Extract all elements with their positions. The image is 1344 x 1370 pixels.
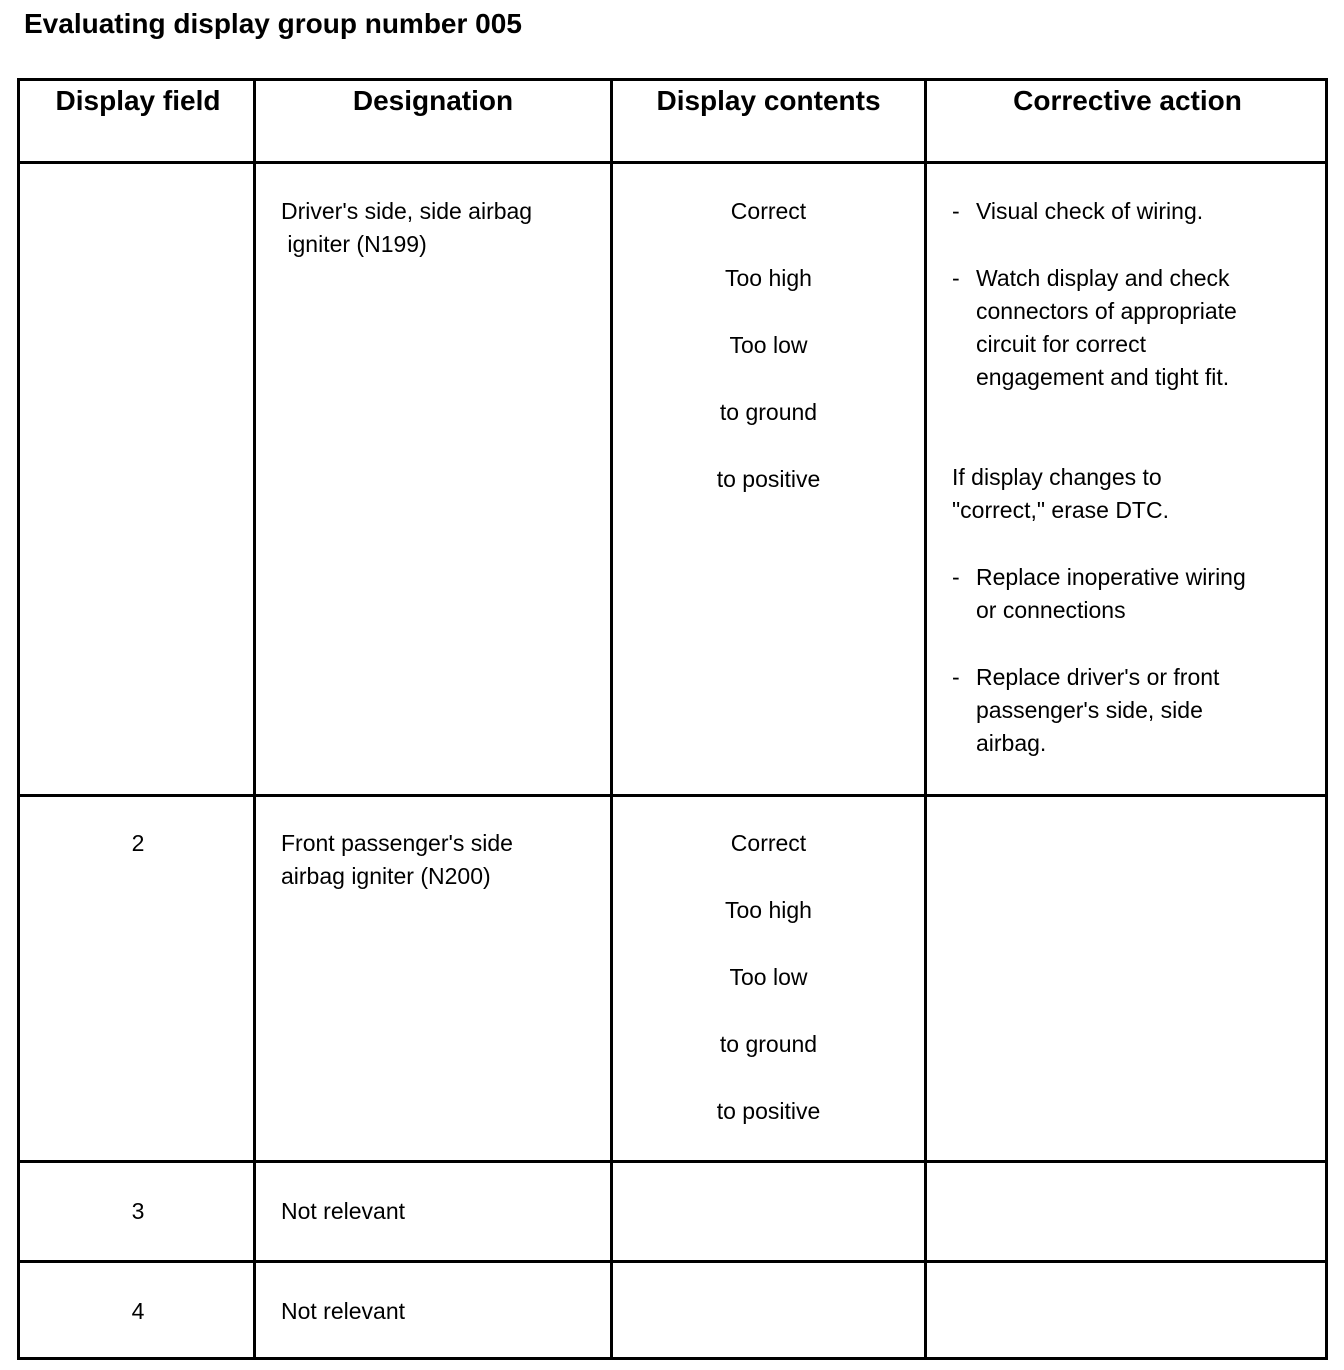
row3-field: 3 bbox=[131, 1198, 145, 1224]
column-divider bbox=[924, 81, 927, 1357]
header-designation: Designation bbox=[352, 85, 514, 116]
bullet-replace-airbag: - Replace driver's or front passenger's side, side airbag. bbox=[952, 664, 1220, 756]
header-corrective-action: Corrective action bbox=[1013, 85, 1242, 116]
row1-contents: Correct Too high Too low to ground to positive bbox=[716, 198, 821, 492]
row2-field: 2 bbox=[131, 830, 145, 856]
bullet-replace-wiring: - Replace inoperative wiring or connections bbox=[952, 564, 1246, 623]
note-erase-dtc: If display changes to "correct," erase DTC. bbox=[952, 464, 1169, 523]
row1-designation: Driver's side, side airbag igniter (N199) bbox=[281, 198, 533, 257]
row1-corrective-action bbox=[952, 195, 1322, 760]
evaluation-table bbox=[17, 78, 1328, 1360]
row4-field: 4 bbox=[131, 1298, 145, 1324]
header-display-contents: Display contents bbox=[656, 85, 881, 116]
bullet-visual-check: - Visual check of wiring. bbox=[952, 198, 1204, 224]
bullet-watch-display: - Watch display and check connectors of appropriate circuit for correct engagement and tight fit. bbox=[952, 265, 1237, 390]
page-title: Evaluating display group number 005 bbox=[24, 8, 522, 39]
header-display-field: Display field bbox=[55, 85, 221, 116]
row-divider bbox=[20, 794, 1325, 797]
row2-designation: Front passenger's side airbag igniter (N200) bbox=[281, 830, 513, 889]
row-divider bbox=[20, 161, 1325, 164]
column-divider bbox=[253, 81, 256, 1357]
row3-designation: Not relevant bbox=[281, 1198, 406, 1224]
row4-designation: Not relevant bbox=[281, 1298, 406, 1324]
row2-contents: Correct Too high Too low to ground to positive bbox=[716, 830, 821, 1124]
row-divider bbox=[20, 1260, 1325, 1263]
